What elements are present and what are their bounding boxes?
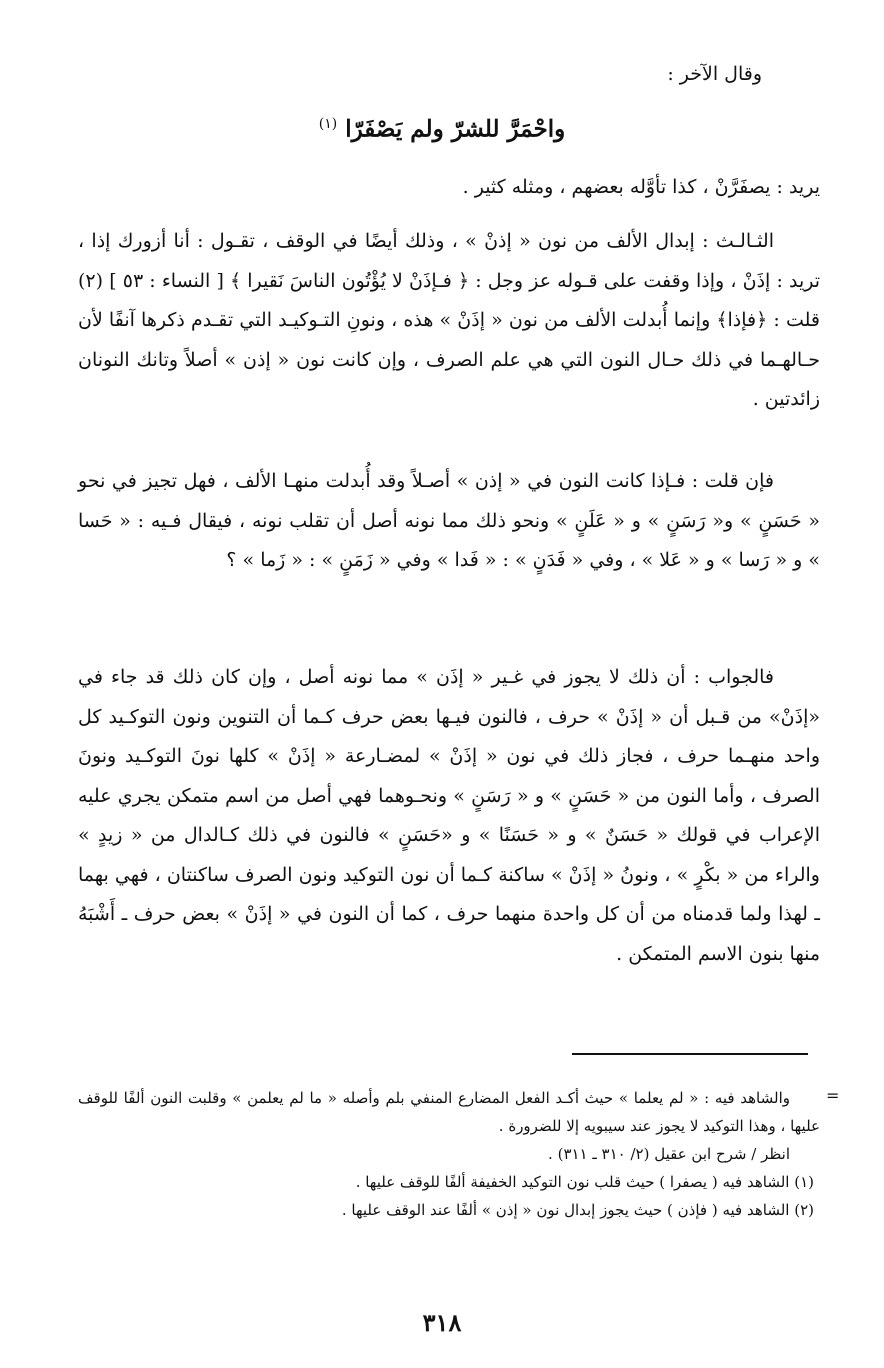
footnote-continuation-mark: = [826, 1086, 840, 1105]
footnote-2: (٢) الشاهد فيه ( فإذن ) حيث يجوز إبدال نون « إذن » ألفًا عند الوقف عليها . [341, 1201, 814, 1219]
verse-footnote-ref: (١) [318, 116, 338, 132]
footnote-reference: انظر / شرح ابن عقيل (٢/ ٣١٠ ـ ٣١١) . [548, 1145, 790, 1163]
paragraph-answer: فالجواب : أن ذلك لا يجوز في غـير « إذَن » مما نونه أصل ، وإن كان ذلك قد جاء في «إذَنْ» من قـبل أن « إذَنْ » حرف ، فالنون فيـها بعض حرف كـما أن التنوين ونون التوكـيد كل واحد منهـما حرف ، فجاز ذلك في نون « إذَنْ » لمضـارعة « إذَنْ » كلها نونَ التوكـيد ونونَ الصرف ، وأما النون من « حَسَنٍ » و « رَسَنٍ » ونحـوهما فهي أصل من اسم متمكن يجري عليه الإعراب في قولك « حَسَنٌ » و « حَسَنًا » و «حَسَنٍ » فالنون في ذلك كـالدال من « زيدٍ » والراء من « بكْرٍ » ، ونونُ « إذَنْ » ساكنة كـما أن نون التوكيد ونون الصرف ساكنتان ، فهي بهما ـ لهذا ولما قدمناه من أن كل واحدة منهما حرف ، كما أن النون في « إذَنْ » بعض حرف ـ أَشْبَهُ منها بنون الاسم المتمكن . [78, 666, 820, 965]
verse-line [0, 106, 884, 148]
intro-line: وقال الآخر : [667, 63, 762, 85]
footnote-1: (١) الشاهد فيه ( يصفرا ) حيث قلب نون التوكيد الخفيفة ألفًا للوقف عليها . [355, 1173, 814, 1191]
paragraph-third: الثـالـث : إبدال الألف من نون « إذنْ » ، وذلك أيضًا في الوقف ، تقـول : أنا أزورك إذا ، تريد : إذَنْ ، وإذا وقفت على قـوله عز وجل : ﴿ فـإذَنْ لا يُؤْتُون الناسَ نَقيرا ﴾ [ النساء : ٥٣ ] (٢) قلت : ﴿فإذا﴾ وإنما أُبدلت الألف من نون « إذَنْ » هذه ، ونونِ التـوكيـد التي تقـدم ذكرها آنفًا لأن حـالهـما في ذلك حـال النون التي هي علم الصرف ، وإن كانت نون « إذن » أصلاً وتانك النونان زائدتين . [78, 230, 821, 410]
page-number: ٣١٨ [422, 1308, 462, 1337]
footnote-continuation: والشاهد فيه : « لم يعلما » حيث أكـد الفعل المضارع المنفي بلم وأصله « ما لم يعلمن » وقلبت النون ألفًا للوقف عليها ، وهذا التوكيد لا يجوز عند سيبويه إلا للضرورة . [78, 1089, 820, 1135]
footnote-divider [572, 1053, 808, 1055]
paragraph-question: فإن قلت : فـإذا كانت النون في « إذن » أصـلاً وقد أُبدلت منهـا الألف ، فهل تجيز في نحو « حَسَنٍ » و« رَسَنٍ » و « عَلَنٍ » ونحو ذلك مما نونه أصل أن تقلب نونه ، فيقال فـيه : « حَسا » و « رَسا » و « عَلا » ، وفي « فَدَنٍ » : « فَدا » وفي « زَمَنٍ » : « زَما » ؟ [78, 470, 820, 571]
paragraph-yurid: يريد : يصفَرَّنْ ، كذا تأوَّله بعضهم ، ومثله كثير . [462, 176, 820, 198]
verse-text: واحْمَرَّ للشرّ ولم يَصْفَرّا [345, 115, 566, 143]
footnotes [78, 1084, 820, 1224]
